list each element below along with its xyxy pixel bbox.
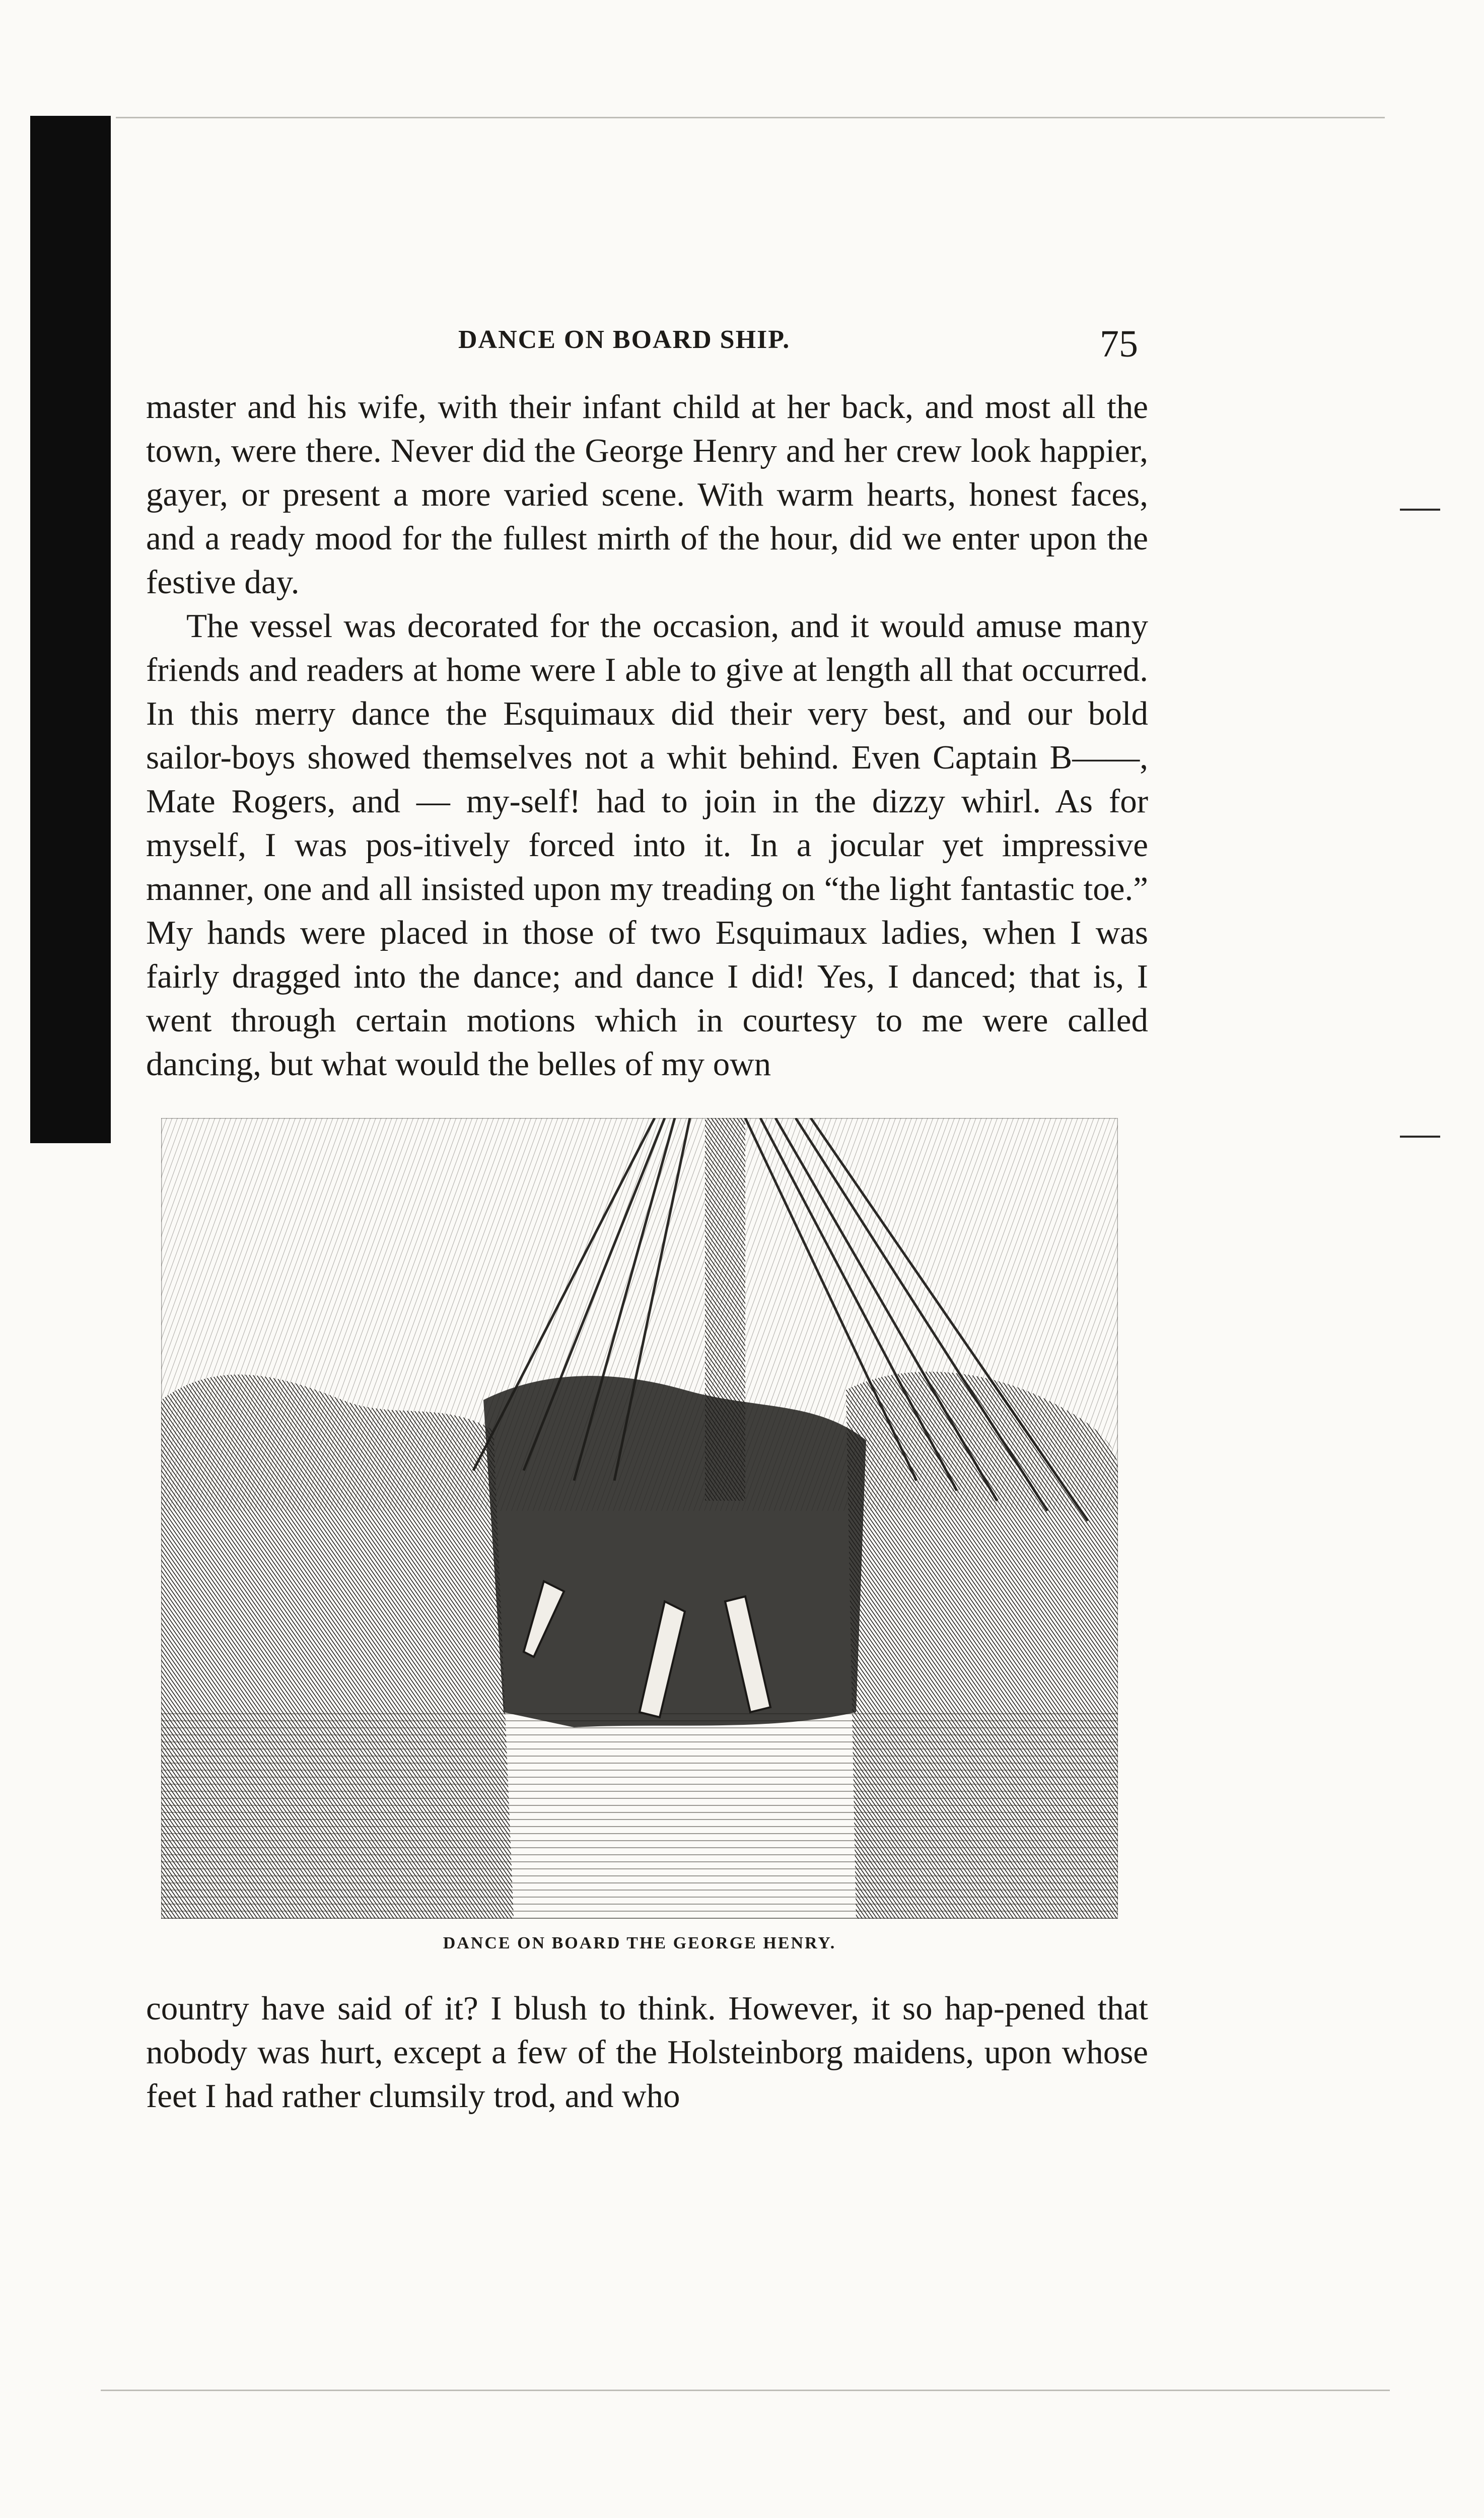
engraving-svg — [161, 1118, 1118, 1919]
dance-illustration — [161, 1118, 1118, 1919]
page-number: 75 — [1100, 323, 1138, 365]
dancers-center — [483, 1376, 866, 1727]
figure-caption: DANCE ON BOARD THE GEORGE HENRY. — [443, 1934, 836, 1952]
paragraph-3: country have said of it? I blush to think. However, it so hap-pened that nobody was hurt, except a few of the Holsteinborg maidens, upon whose feet I had rather clumsily trod, and who — [146, 1990, 1148, 2115]
paragraph-1: master and his wife, with their infant child at her back, and most all the town, were there. Never did the George Henry and her crew look happier, gayer, or present a more varied scene. With warm hearts, honest faces, and a ready mood for the fullest mirth of the hour, did we enter upon the festive day. — [146, 388, 1148, 601]
right-margin-tick-2 — [1400, 1136, 1440, 1138]
scan-bottom-noise — [101, 2390, 1390, 2391]
paragraph-2: The vessel was decorated for the occasion, and it would amuse many friends and readers at home were I able to give at length all that occurred. In this merry dance the Esquimaux did their very best, and our bold sailor-boys showed themselves not a whit behind. Even Captain B——, Mate Rogers, and — my-self! had to join in the dizzy whirl. As for myself, I was pos-itively forced into it. In a jocular yet impressive manner, one and all insisted upon my treading on “the light fantastic toe.” My hands were placed in those of two Esquimaux ladies, when I was fairly dragged into the dance; and dance I did! Yes, I danced; that is, I went through certain motions which in courtesy to me were called dancing, but what would the belles of my own — [146, 607, 1148, 1083]
scan-edge-bar — [30, 116, 111, 1143]
body-text-bottom — [146, 1987, 1148, 2118]
scan-top-noise — [116, 117, 1385, 118]
right-margin-tick — [1400, 509, 1440, 511]
page-header — [146, 322, 1153, 373]
crowd-left — [161, 1375, 514, 1919]
body-text-top — [146, 385, 1148, 1086]
crowd-right — [846, 1372, 1118, 1919]
running-head: DANCE ON BOARD SHIP. — [458, 325, 791, 354]
